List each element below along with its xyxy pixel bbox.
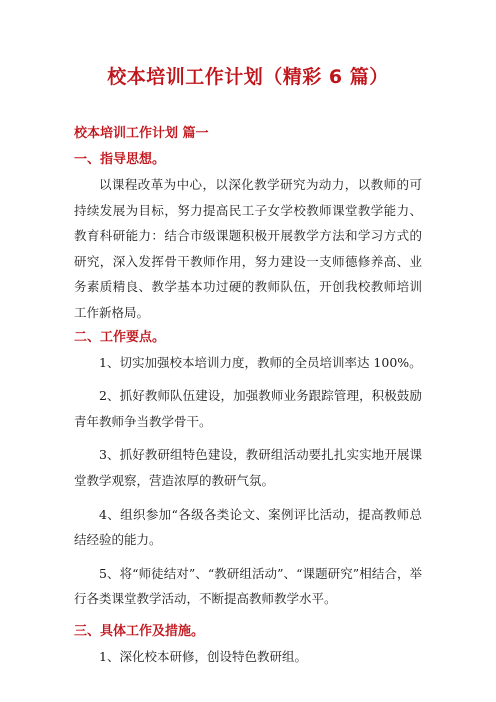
key-point-item: 5、将“师徒结对”、“教研组活动”、“课题研究”相结合，举行各类课堂教学活动，不断提高教师教学水平。 (74, 565, 422, 607)
key-point-item: 1、切实加强校本培训力度，教师的全员培训率达 100%。 (99, 354, 422, 370)
section-heading-key-points: 二、工作要点。 (74, 329, 166, 345)
section-heading-measures: 三、具体工作及措施。 (74, 623, 205, 639)
key-point-item: 4、组织参加“各级各类论文、案例评比活动，提高教师总结经验的能力。 (74, 506, 422, 548)
section-heading-guiding-ideology: 一、指导思想。 (74, 152, 166, 167)
key-point-item: 2、抓好教师队伍建设，加强教师业务跟踪管理，积极鼓励青年教师争当教学骨干。 (74, 388, 422, 429)
part-heading: 校本培训工作计划 篇一 (74, 126, 209, 141)
key-point-item: 3、抓好教研组特色建设，教研组活动要扎扎实实地开展课堂教学观察，营造浓厚的教研气氛。 (74, 447, 422, 488)
measure-item: 1、深化校本研修，创设特色教研组。 (99, 648, 307, 664)
paragraph-guiding-ideology: 以课程改革为中心，以深化教学研究为动力，以教师的可持续发展为目标，努力提高民工子女学校教师课堂教学能力、教育科研能力：结合市级课题积极开展教学方法和学习方式的研究，深入发挥骨干教师作用，努力建设一支师德修养高、业务素质精良、教学基本功过硬的教师队伍，开创我校教师培训工作新格局。 (74, 177, 422, 320)
document-title: 校本培训工作计划（精彩 6 篇） (107, 66, 389, 88)
